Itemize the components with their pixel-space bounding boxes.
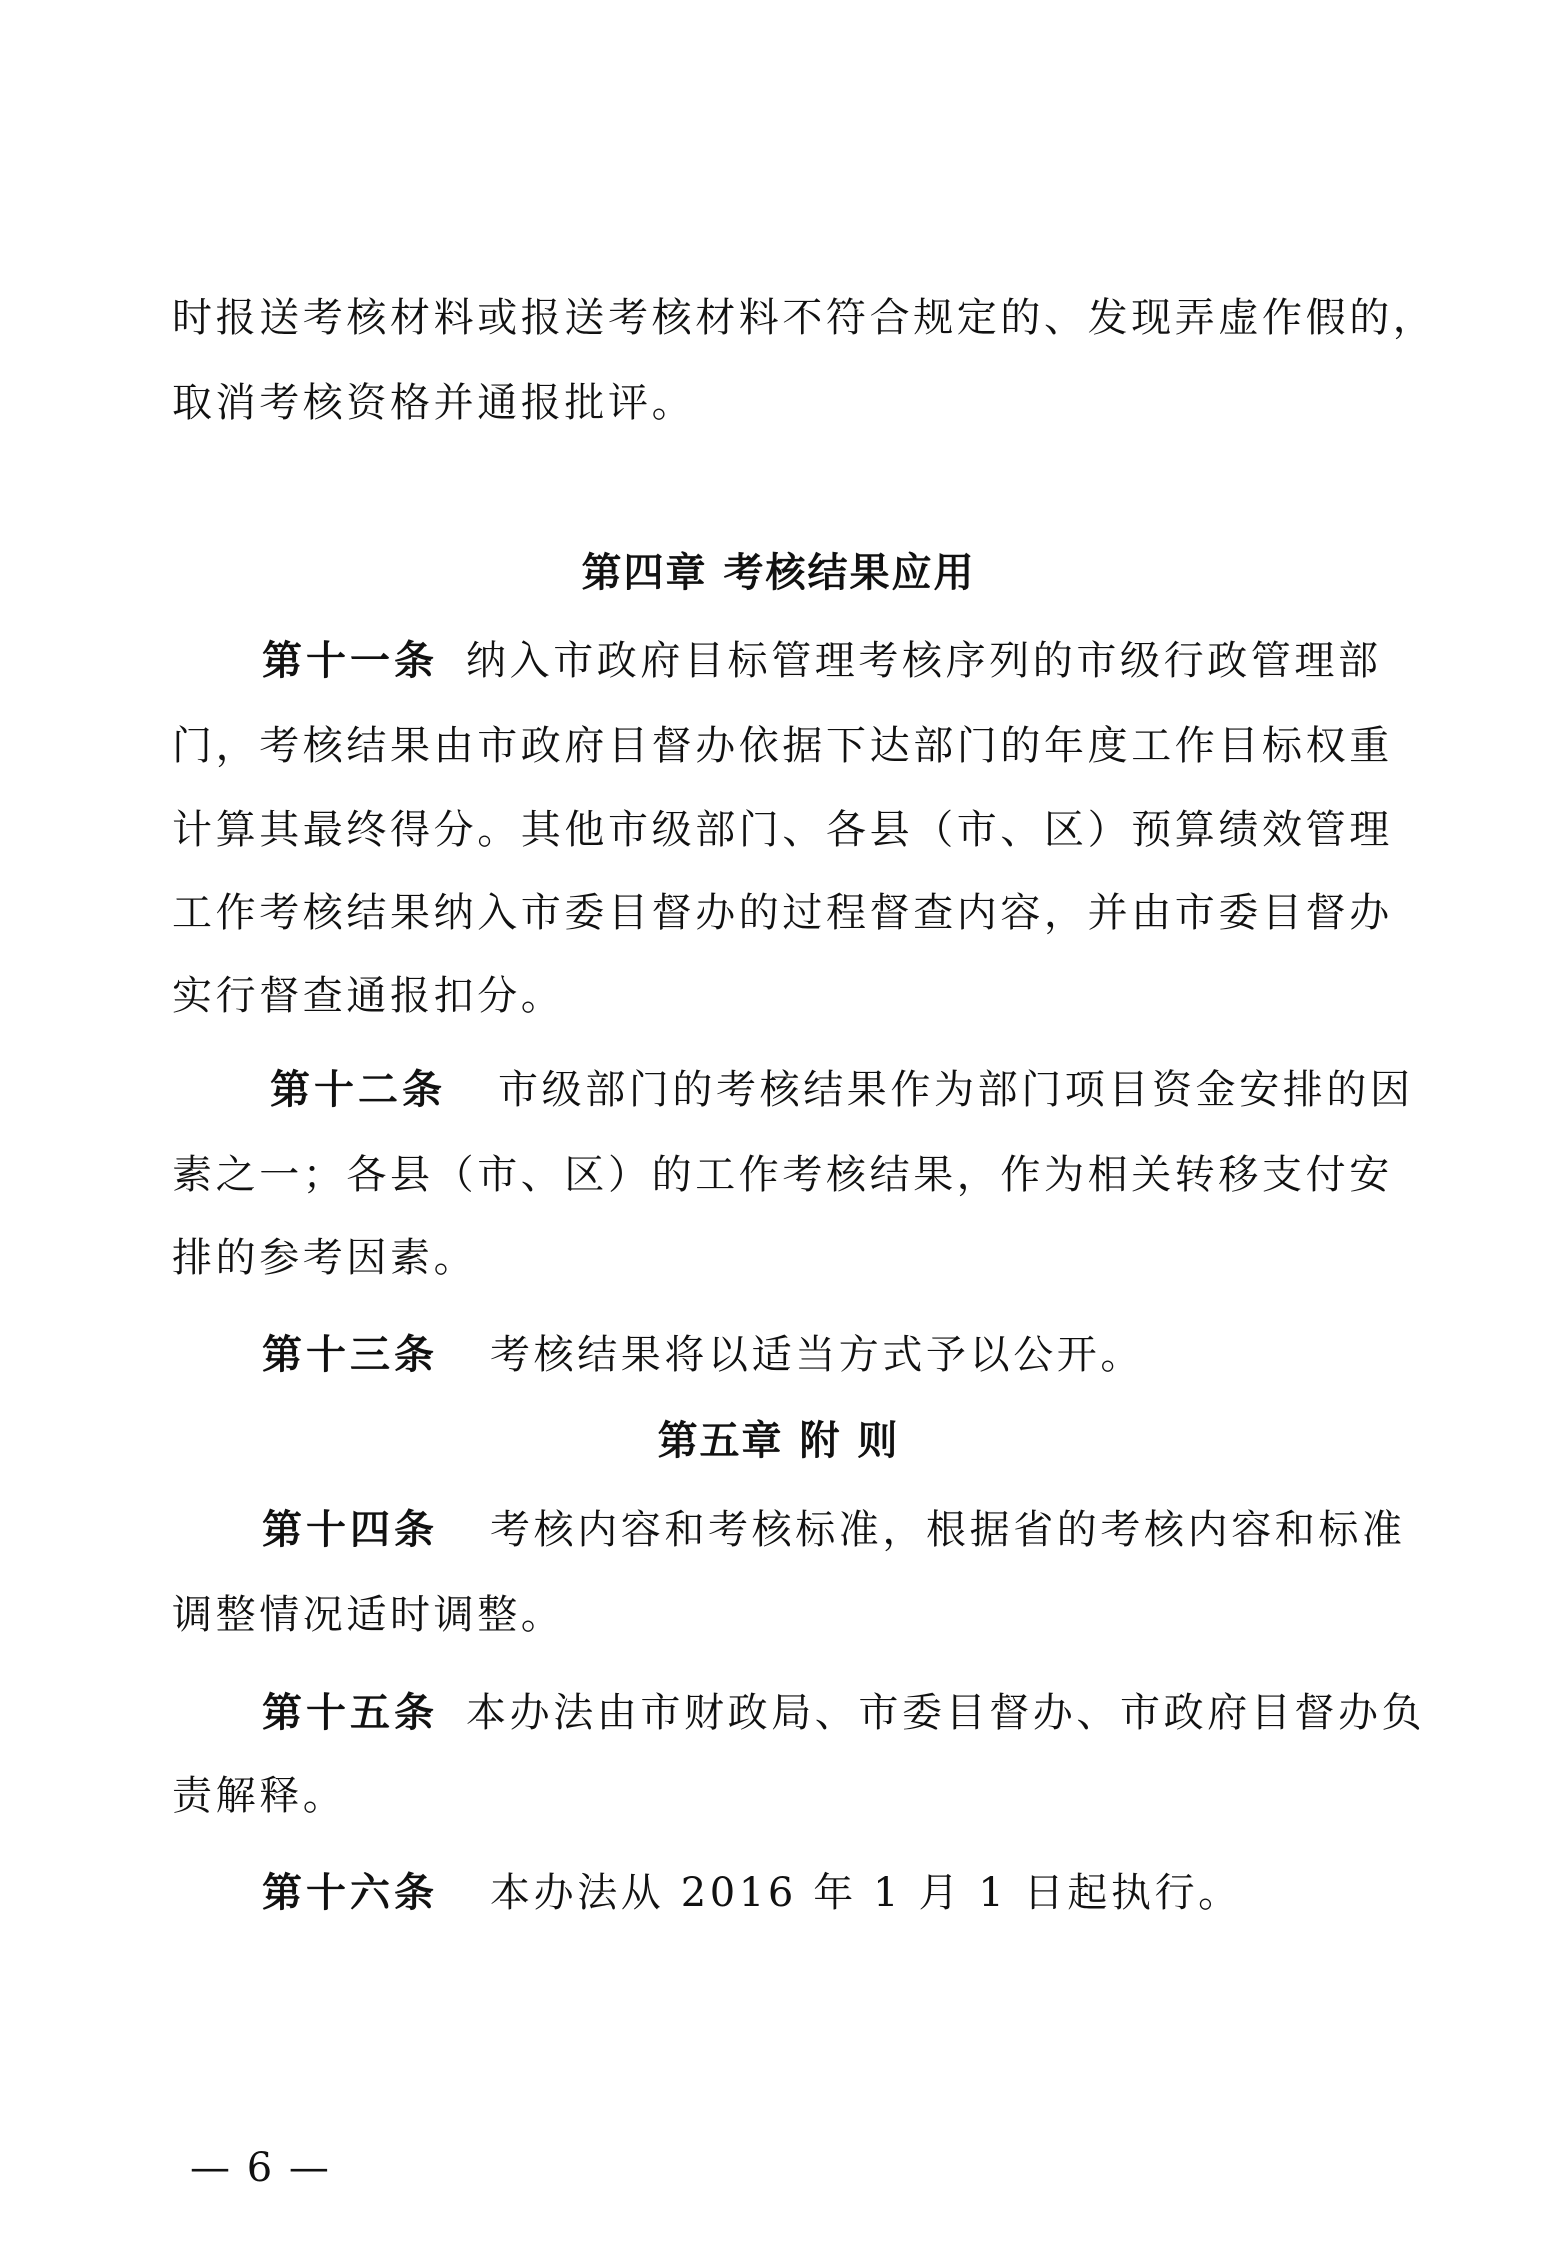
article-12-line-3: 排的参考因素。: [172, 1235, 478, 1281]
article-13-line-1: [262, 1327, 1502, 1383]
continuation-line-1: 时报送考核材料或报送考核材料不符合规定的、发现弄虚作假的，: [172, 295, 1437, 341]
article-12-label: 第十二条: [270, 1067, 446, 1113]
chapter-4-heading: 第四章 考核结果应用: [581, 550, 976, 596]
article-11-line-5: 实行督查通报扣分。: [172, 973, 565, 1019]
article-14-line-2: 调整情况适时调整。: [172, 1592, 565, 1638]
article-15-text-1: 本办法由市财政局、市委目督办、市政府目督办负: [466, 1690, 1426, 1736]
article-12-line-2: 素之一；各县（市、区）的工作考核结果，作为相关转移支付安: [172, 1152, 1393, 1198]
article-15-line-1: [262, 1685, 1502, 1741]
page-number: — 6 —: [190, 2145, 331, 2191]
article-13-label: 第十三条: [262, 1332, 438, 1378]
article-13-text-1: 考核结果将以适当方式予以公开。: [490, 1332, 1144, 1378]
article-15-label: 第十五条: [262, 1690, 438, 1736]
article-16-text-1: 本办法从 2016 年 1 月 1 日起执行。: [490, 1870, 1242, 1916]
article-16-line-1: [262, 1865, 1502, 1921]
article-14-label: 第十四条: [262, 1507, 438, 1553]
article-11-line-2: 门，考核结果由市政府目督办依据下达部门的年度工作目标权重: [172, 723, 1393, 769]
article-16-label: 第十六条: [262, 1870, 438, 1916]
article-12-text-1: 市级部门的考核结果作为部门项目资金安排的因: [498, 1067, 1414, 1113]
article-15-line-2: 责解释。: [172, 1773, 347, 1819]
chapter-5-heading: 第五章 附 则: [657, 1418, 900, 1464]
article-14-line-1: [262, 1502, 1502, 1558]
article-14-text-1: 考核内容和考核标准，根据省的考核内容和标准: [490, 1507, 1406, 1553]
article-11-line-4: 工作考核结果纳入市委目督办的过程督查内容，并由市委目督办: [172, 890, 1393, 936]
continuation-line-2: 取消考核资格并通报批评。: [172, 380, 696, 426]
article-11-text-1: 纳入市政府目标管理考核序列的市级行政管理部: [466, 638, 1382, 684]
article-11-line-1: [262, 633, 1502, 689]
article-11-label: 第十一条: [262, 638, 438, 684]
article-11-line-3: 计算其最终得分。其他市级部门、各县（市、区）预算绩效管理: [172, 807, 1393, 853]
article-12-line-1: [270, 1062, 1510, 1118]
